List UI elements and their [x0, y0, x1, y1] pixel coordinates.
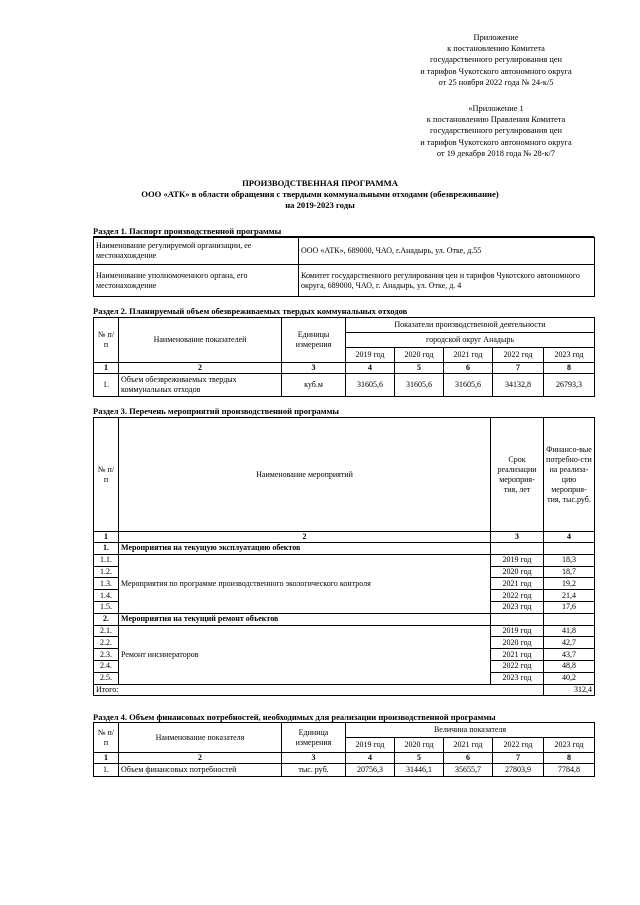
approval-line: от 19 декабря 2018 года № 28-к/7: [436, 148, 556, 158]
row-value: 21,4: [544, 590, 595, 602]
row-num: 1.5.: [94, 601, 119, 613]
group-row: [94, 543, 595, 555]
column-number-row: [94, 532, 595, 543]
table-row: [94, 554, 595, 566]
passport-value: ООО «АТК», 689000, ЧАО, г.Анадырь, ул. Отке, д.55: [299, 238, 595, 265]
column-number-row: [94, 363, 595, 374]
section2-table: [93, 317, 595, 397]
table-row: [94, 265, 595, 297]
row-value: 27803,9: [493, 764, 544, 777]
row-value: 42,7: [544, 637, 595, 649]
header-num: № п/п: [94, 318, 119, 363]
approval-line: Приложение: [473, 33, 519, 42]
header-group: Показатели производственной деятельности: [346, 318, 595, 333]
row-num: 1.4.: [94, 590, 119, 602]
header-num: № п/п: [94, 723, 119, 753]
table-row: [94, 764, 595, 777]
header-name: Наименование показателя: [119, 723, 282, 753]
row-num: 2.2.: [94, 637, 119, 649]
row-value: 31605,6: [346, 374, 395, 397]
section4-table: [93, 722, 595, 777]
header-year: 2019 год: [346, 348, 395, 363]
section2-title: Раздел 2. Планируемый объем обезвреживаемых твердых коммунальных отходов: [93, 306, 408, 316]
row-num: 2.1.: [94, 625, 119, 637]
table-row: [94, 374, 595, 397]
row-term: 2020 год: [491, 637, 544, 649]
approval-line: «Приложение 1: [468, 104, 524, 113]
section3-table: [93, 417, 595, 696]
column-number: 1: [94, 532, 119, 543]
row-term: 2021 год: [491, 649, 544, 661]
title-line-1: ПРОИЗВОДСТВЕННАЯ ПРОГРАММА: [242, 178, 398, 188]
header-year: 2022 год: [493, 348, 544, 363]
row-num: 1.3.: [94, 578, 119, 590]
activity-name: Ремонт инсинераторов: [119, 625, 491, 684]
row-value: 31605,6: [444, 374, 493, 397]
title-line-2: ООО «АТК» в области обращения с твердыми коммунальными отходами (обезвреживание): [141, 189, 499, 199]
column-number: 1: [94, 753, 119, 764]
row-num: 2.3.: [94, 649, 119, 661]
header-subgroup: городской округ Анадырь: [346, 333, 595, 348]
group-empty: [544, 613, 595, 625]
row-term: 2021 год: [491, 578, 544, 590]
column-number: 4: [544, 532, 595, 543]
row-term: 2020 год: [491, 566, 544, 578]
header-year: 2021 год: [444, 738, 493, 753]
header-year: 2019 год: [346, 738, 395, 753]
group-empty: [491, 613, 544, 625]
header-finance: Финансо-вые потребно-сти на реализа-цию мероприя-тия, тыс.руб.: [544, 418, 595, 532]
column-number: 5: [395, 363, 444, 374]
column-number: 4: [346, 363, 395, 374]
group-title: Мероприятия на текущую эксплуатацию обектов: [119, 543, 491, 555]
group-num: 2.: [94, 613, 119, 625]
row-value: 31446,1: [395, 764, 444, 777]
row-term: 2019 год: [491, 625, 544, 637]
row-value: 17,6: [544, 601, 595, 613]
column-number: 3: [491, 532, 544, 543]
row-value: 18,3: [544, 554, 595, 566]
row-num: 2.4.: [94, 660, 119, 672]
approval-line: к постановлению Правления Комитета: [426, 115, 566, 125]
row-term: 2022 год: [491, 660, 544, 672]
table-row: [94, 625, 595, 637]
row-name: Объем финансовых потребностей: [119, 764, 282, 777]
header-name: Наименование показателей: [119, 318, 282, 363]
column-number: 8: [544, 753, 595, 764]
table-header-row: [94, 318, 595, 333]
row-name: Объем обезвреживаемых твердых коммунальных отходов: [119, 374, 282, 397]
row-num: 1.2.: [94, 566, 119, 578]
row-value: 35655,7: [444, 764, 493, 777]
column-number-row: [94, 753, 595, 764]
column-number: 2: [119, 532, 491, 543]
header-year: 2022 год: [493, 738, 544, 753]
header-year: 2020 год: [395, 738, 444, 753]
group-num: 1.: [94, 543, 119, 555]
table-header-row: [94, 418, 595, 532]
row-num: 1.1.: [94, 554, 119, 566]
column-number: 4: [346, 753, 395, 764]
approval-current: [402, 32, 590, 88]
row-term: 2023 год: [491, 672, 544, 684]
column-number: 3: [282, 753, 346, 764]
row-num: 1.: [94, 764, 119, 777]
column-number: 8: [544, 363, 595, 374]
header-term: Срок реализации мероприя-тия, лет: [491, 418, 544, 532]
total-value: 312,4: [544, 684, 595, 696]
approval-line: к постановлению Комитета: [447, 44, 545, 54]
row-value: 31605,6: [395, 374, 444, 397]
header-year: 2023 год: [544, 348, 595, 363]
row-term: 2023 год: [491, 601, 544, 613]
column-number: 3: [282, 363, 346, 374]
approval-line: и тарифов Чукотского автономного округа: [420, 137, 572, 147]
row-value: 40,2: [544, 672, 595, 684]
row-unit: тыс. руб.: [282, 764, 346, 777]
group-row: [94, 613, 595, 625]
section1-table: [93, 237, 595, 297]
group-empty: [544, 543, 595, 555]
row-term: 2019 год: [491, 554, 544, 566]
section4-title: Раздел 4. Объем финансовых потребностей, необходимых для реализации производственной программы: [93, 712, 496, 722]
header-unit: Единицы измерения: [282, 318, 346, 363]
section3-title: Раздел 3. Перечень мероприятий производственной программы: [93, 406, 340, 416]
header-year: 2023 год: [544, 738, 595, 753]
passport-label: Наименование уполномоченного органа, его местонахождение: [94, 265, 299, 297]
column-number: 2: [119, 753, 282, 764]
approval-line: и тарифов Чукотского автономного округа: [420, 66, 572, 76]
column-number: 6: [444, 753, 493, 764]
total-label: Итого:: [94, 684, 544, 696]
column-number: 2: [119, 363, 282, 374]
group-empty: [491, 543, 544, 555]
row-value: 43,7: [544, 649, 595, 661]
column-number: 5: [395, 753, 444, 764]
row-value: 41,8: [544, 625, 595, 637]
column-number: 7: [493, 753, 544, 764]
approval-original: [402, 103, 590, 159]
activity-name: Мероприятия по программе производственного экологического контроля: [119, 554, 491, 613]
passport-label: Наименование регулируемой организации, ее местонахождение: [94, 238, 299, 265]
row-value: 48,8: [544, 660, 595, 672]
approval-line: государственного регулирования цен: [429, 126, 563, 136]
header-group: Величина показателя: [346, 723, 595, 738]
document-title: [60, 178, 580, 211]
header-year: 2020 год: [395, 348, 444, 363]
header-unit: Единица измерения: [282, 723, 346, 753]
approval-line: от 25 ноября 2022 года № 24-к/5: [438, 77, 554, 87]
column-number: 6: [444, 363, 493, 374]
row-unit: куб.м: [282, 374, 346, 397]
header-name: Наименование мероприятий: [119, 418, 491, 532]
group-title: Мероприятия на текущий ремонт объектов: [119, 613, 491, 625]
header-year: 2021 год: [444, 348, 493, 363]
row-value: 18,7: [544, 566, 595, 578]
passport-value: Комитет государственного регулирования цен и тарифов Чукотского автономного округа, 689000, ЧАО, г. Анадырь, ул. Отке, д. 4: [299, 265, 595, 297]
section1-title: Раздел 1. Паспорт производственной программы: [93, 226, 282, 236]
row-value: 20756,3: [346, 764, 395, 777]
header-num: № п/п: [94, 418, 119, 532]
row-value: 7784,8: [544, 764, 595, 777]
row-term: 2022 год: [491, 590, 544, 602]
title-line-3: на 2019-2023 годы: [285, 200, 355, 210]
row-value: 26793,3: [544, 374, 595, 397]
total-row: [94, 684, 595, 696]
column-number: 7: [493, 363, 544, 374]
table-row: [94, 238, 595, 265]
row-num: 1.: [94, 374, 119, 397]
row-value: 19,2: [544, 578, 595, 590]
table-header-row: [94, 723, 595, 738]
column-number: 1: [94, 363, 119, 374]
row-num: 2.5.: [94, 672, 119, 684]
row-value: 34132,8: [493, 374, 544, 397]
approval-line: государственного регулирования цен: [429, 55, 563, 65]
